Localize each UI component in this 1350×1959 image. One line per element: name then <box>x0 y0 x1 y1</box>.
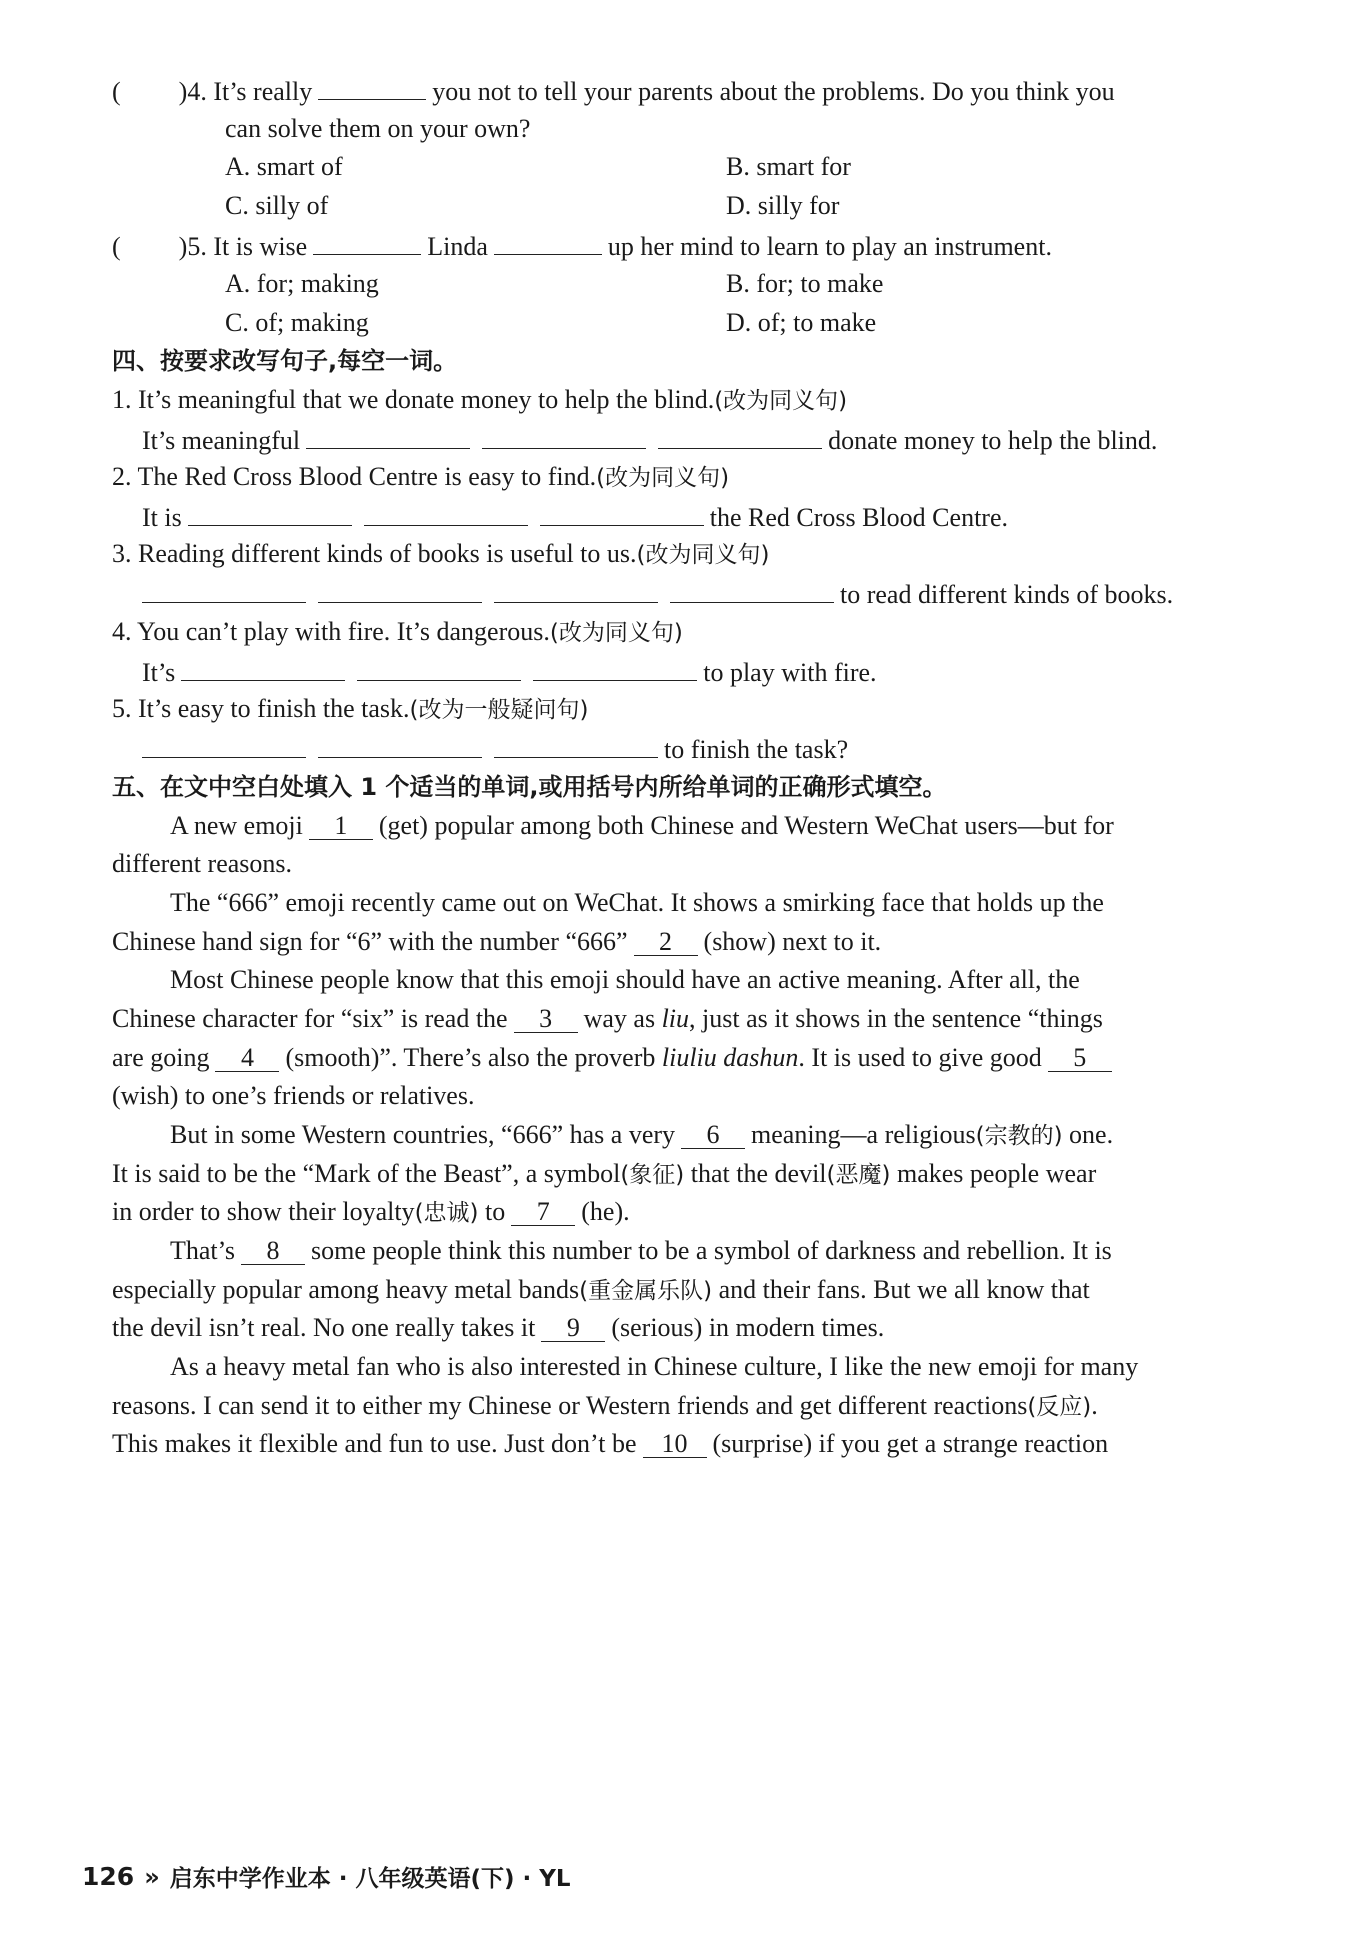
question-5-text-a: )5. It is wise <box>178 232 308 261</box>
question-5-text-b: Linda <box>427 232 488 261</box>
option-b: B. for; to make <box>726 269 884 298</box>
chinese-gloss: (忠诚) <box>414 1200 479 1226</box>
answer-blank[interactable] <box>181 654 345 681</box>
rewrite-1-answer <box>142 422 1292 458</box>
answer-blank[interactable] <box>142 731 306 758</box>
question-text: 5. It’s easy to finish the task. <box>112 694 410 723</box>
passage-text: A new emoji <box>170 811 303 840</box>
passage-text: (get) popular among both Chinese and Western WeChat users—but for <box>378 811 1114 840</box>
answer-blank[interactable] <box>318 576 482 603</box>
answer-paren: ( <box>112 232 121 261</box>
passage-line <box>112 1273 1262 1308</box>
question-4-text-a: )4. It’s really <box>178 77 313 106</box>
rewrite-3-answer <box>142 576 1292 612</box>
passage-text: It is said to be the “Mark of the Beast”, a symbol <box>112 1159 621 1188</box>
answer-blank[interactable] <box>142 576 306 603</box>
answer-blank[interactable] <box>364 499 528 526</box>
passage-text: Chinese hand sign for “6” with the number “666” <box>112 927 628 956</box>
answer-blank[interactable] <box>318 731 482 758</box>
chinese-gloss: (宗教的) <box>975 1123 1063 1149</box>
question-4-text-b: you not to tell your parents about the problems. Do you think you <box>432 77 1115 106</box>
passage-italic: liuliu dashun <box>661 1043 799 1072</box>
passage-line <box>112 1389 1262 1424</box>
option-a: A. for; making <box>225 269 379 298</box>
passage-line: (wish) to one’s friends or relatives. <box>112 1081 475 1110</box>
passage-line <box>112 1195 1262 1230</box>
instruction-note: (改为一般疑问句) <box>409 697 589 723</box>
option-d: D. silly for <box>726 191 840 220</box>
page-number: 126 <box>82 1862 135 1891</box>
answer-suffix: to finish the task? <box>664 735 849 764</box>
rewrite-3-question <box>112 537 1262 572</box>
double-chevron-icon: » <box>144 1862 160 1891</box>
answer-blank[interactable] <box>670 576 834 603</box>
blank-5[interactable]: 5 <box>1048 1045 1112 1072</box>
passage-text: the devil isn’t real. No one really takes it <box>112 1313 536 1342</box>
instruction-note: (改为同义句) <box>714 388 848 414</box>
rewrite-2-answer <box>142 499 1292 535</box>
rewrite-4-question <box>112 615 1262 650</box>
option-c: C. silly of <box>225 191 329 220</box>
book-title: 启东中学作业本 · 八年级英语(下) · YL <box>169 1866 571 1892</box>
question-text: 2. The Red Cross Blood Centre is easy to find. <box>112 462 597 491</box>
question-4-line2: can solve them on your own? <box>225 114 531 143</box>
answer-blank[interactable] <box>482 422 646 449</box>
passage-text: Chinese character for “six” is read the <box>112 1004 508 1033</box>
option-d: D. of; to make <box>726 308 877 337</box>
passage-line <box>112 1002 1262 1036</box>
passage-line <box>170 1234 1320 1268</box>
chinese-gloss: (恶魔) <box>826 1162 891 1188</box>
passage-italic: liu <box>661 1004 690 1033</box>
section-4-heading: 四、按要求改写句子,每空一词。 <box>112 347 458 375</box>
passage-text: in order to show their loyalty <box>112 1197 415 1226</box>
passage-text: some people think this number to be a symbol of darkness and rebellion. It is <box>311 1236 1112 1265</box>
answer-blank[interactable] <box>494 576 658 603</box>
passage-text: way as <box>583 1004 656 1033</box>
blank-2[interactable]: 2 <box>634 929 698 956</box>
passage-line: The “666” emoji recently came out on WeChat. It shows a smirking face that holds up the <box>170 888 1104 917</box>
passage-line <box>170 1118 1320 1153</box>
answer-prefix: It’s <box>142 658 176 687</box>
passage-text: (surprise) if you get a strange reaction <box>712 1429 1109 1458</box>
question-text: 1. It’s meaningful that we donate money to help the blind. <box>112 385 715 414</box>
answer-blank[interactable] <box>306 422 470 449</box>
passage-line: Most Chinese people know that this emoji should have an active meaning. After all, the <box>170 965 1080 994</box>
section-5-heading: 五、在文中空白处填入 1 个适当的单词,或用括号内所给单词的正确形式填空。 <box>112 773 947 801</box>
answer-blank[interactable] <box>494 731 658 758</box>
passage-text: that the devil <box>684 1159 827 1188</box>
answer-suffix: the Red Cross Blood Centre. <box>709 503 1008 532</box>
passage-text: meaning—a religious <box>751 1120 976 1149</box>
passage-line <box>112 925 1262 959</box>
answer-suffix: to read different kinds of books. <box>840 580 1174 609</box>
answer-suffix: to play with fire. <box>703 658 877 687</box>
answer-prefix: It’s meaningful <box>142 426 301 455</box>
rewrite-4-answer <box>142 654 1292 690</box>
answer-blank[interactable] <box>313 228 421 255</box>
passage-line <box>112 1041 1262 1075</box>
chinese-gloss: (反应) <box>1027 1394 1092 1420</box>
answer-blank[interactable] <box>188 499 352 526</box>
blank-4[interactable]: 4 <box>215 1045 279 1072</box>
answer-prefix: It is <box>142 503 182 532</box>
passage-text: (serious) in modern times. <box>611 1313 885 1342</box>
passage-text: But in some Western countries, “666” has a very <box>170 1120 676 1149</box>
passage-line <box>112 1157 1262 1192</box>
option-c: C. of; making <box>225 308 369 337</box>
passage-line: As a heavy metal fan who is also interested in Chinese culture, I like the new emoji for many <box>170 1352 1139 1381</box>
passage-text: . <box>1091 1391 1098 1420</box>
passage-text: (show) next to it. <box>703 927 882 956</box>
passage-text: are going <box>112 1043 210 1072</box>
question-5-text-c: up her mind to learn to play an instrument. <box>607 232 1052 261</box>
passage-text: , just as it shows in the sentence “things <box>689 1004 1103 1033</box>
question-5 <box>112 228 1262 264</box>
passage-text: reasons. I can send it to either my Chinese or Western friends and get different reactions <box>112 1391 1028 1420</box>
blank-3[interactable]: 3 <box>514 1006 578 1033</box>
rewrite-2-question <box>112 460 1262 495</box>
blank-6[interactable]: 6 <box>681 1122 745 1149</box>
option-a: A. smart of <box>225 152 343 181</box>
blank-7[interactable]: 7 <box>511 1199 575 1226</box>
passage-line <box>112 1427 1262 1461</box>
rewrite-1-question <box>112 383 1262 418</box>
passage-text: . It is used to give good <box>798 1043 1042 1072</box>
answer-blank[interactable] <box>658 422 822 449</box>
passage-text: one. <box>1062 1120 1114 1149</box>
answer-blank[interactable] <box>318 73 426 100</box>
answer-blank[interactable] <box>357 654 521 681</box>
passage-line: different reasons. <box>112 849 293 878</box>
blank-8[interactable]: 8 <box>241 1238 305 1265</box>
passage-text: (he). <box>581 1197 630 1226</box>
instruction-note: (改为同义句) <box>636 542 770 568</box>
rewrite-5-question <box>112 692 1262 727</box>
chinese-gloss: (重金属乐队) <box>579 1278 713 1304</box>
passage-text: This makes it flexible and fun to use. Just don’t be <box>112 1429 637 1458</box>
page-footer <box>82 1860 571 1893</box>
passage-text: (smooth)”. There’s also the proverb <box>285 1043 656 1072</box>
passage-text: That’s <box>170 1236 235 1265</box>
chinese-gloss: (象征) <box>620 1162 685 1188</box>
answer-blank[interactable] <box>533 654 697 681</box>
blank-10[interactable]: 10 <box>643 1431 707 1458</box>
rewrite-5-answer <box>142 731 1292 767</box>
passage-text: makes people wear <box>890 1159 1097 1188</box>
answer-blank[interactable] <box>494 228 602 255</box>
question-text: 4. You can’t play with fire. It’s dangerous. <box>112 617 550 646</box>
answer-suffix: donate money to help the blind. <box>828 426 1158 455</box>
blank-9[interactable]: 9 <box>541 1315 605 1342</box>
answer-paren: ( <box>112 77 121 106</box>
instruction-note: (改为同义句) <box>549 620 683 646</box>
blank-1[interactable]: 1 <box>309 813 373 840</box>
question-text: 3. Reading different kinds of books is useful to us. <box>112 539 637 568</box>
passage-text: especially popular among heavy metal bands <box>112 1275 580 1304</box>
passage-line <box>112 1311 1262 1345</box>
passage-line <box>170 809 1320 843</box>
passage-text: and their fans. But we all know that <box>712 1275 1090 1304</box>
instruction-note: (改为同义句) <box>596 465 730 491</box>
answer-blank[interactable] <box>540 499 704 526</box>
passage-text: to <box>478 1197 506 1226</box>
question-4 <box>112 73 1262 109</box>
option-b: B. smart for <box>726 152 851 181</box>
